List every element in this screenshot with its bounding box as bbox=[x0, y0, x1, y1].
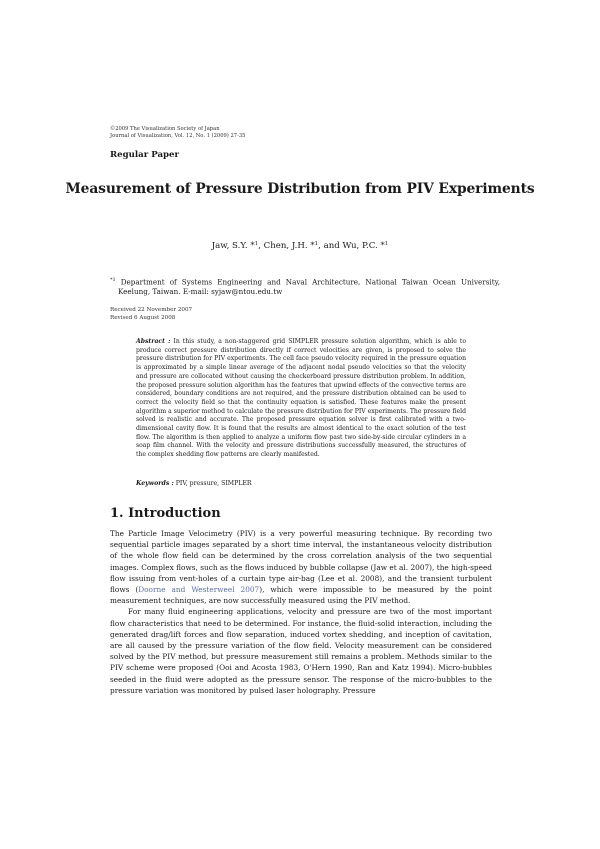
submission-dates bbox=[110, 307, 192, 322]
author-name: Jaw, S.Y. * bbox=[211, 241, 255, 251]
keywords-text: PIV, pressure, SIMPLER bbox=[173, 480, 252, 487]
copyright-line: ©2009 The Visualization Society of Japan bbox=[110, 126, 220, 132]
author-affiliation-mark: 1 bbox=[384, 241, 389, 247]
affiliation bbox=[110, 275, 500, 297]
author-list bbox=[60, 241, 540, 251]
author-affiliation-mark: 1 bbox=[254, 241, 259, 247]
body-text bbox=[110, 528, 492, 696]
abstract bbox=[136, 338, 466, 460]
paper-type-label: Regular Paper bbox=[110, 150, 180, 160]
author-separator: , and bbox=[318, 241, 343, 251]
abstract-text: In this study, a non-staggered grid SIMPLER pressure solution algorithm, which is able to produce correct pressure distribution directly if correct velocities are given, is proposed to solve the pressure distribution for PIV experiments. The cell face pseudo velocity required in the pressure equation is approximated by a simple linear average of the adjacent nodal pseudo velocities so that the velocity and pressure are collocated without causing the checkerboard pressure distribution problem. In addition, the proposed pressure solution algorithm has the features that upwind effects of the convective terms are considered, boundary conditions are not required, and the pressure distribution obtained can be used to correct the velocity field so that the continuity equation is satisfied. These features make the present algorithm a superior method to calculate the pressure distribution for PIV experiments. The pressure field solved is realistic and accurate. The proposed pressure equation solver is first calibrated with a two-dimensional cavity flow. It is found that the results are almost identical to the exact solution of the test flow. The algorithm is then applied to analyze a uniform flow past two side-by-side circular cylinders in a soap film channel. With the velocity and pressure distributions successfully measured, the structures of the complex shedding flow patterns are clearly manifested. bbox=[136, 338, 466, 459]
paper-title: Measurement of Pressure Distribution from PIV Experiments bbox=[65, 181, 535, 197]
keywords bbox=[136, 480, 252, 487]
received-date: Received 22 November 2007 bbox=[110, 307, 193, 313]
affiliation-text: Department of Systems Engineering and Naval Architecture, National Taiwan Ocean University, Keelung, Taiwan. E-mail: syjaw@ntou.edu.tw bbox=[115, 277, 500, 297]
journal-citation: Journal of Visualization, Vol. 12, No. 1 (2009) 27-35 bbox=[110, 132, 246, 139]
affiliation-mark: *1 bbox=[110, 277, 116, 283]
author-affiliation-mark: 1 bbox=[314, 241, 319, 247]
abstract-label: Abstract : bbox=[136, 338, 171, 345]
revised-date: Revised 6 August 2008 bbox=[110, 314, 176, 321]
author-separator: , bbox=[258, 241, 264, 251]
section-heading: 1. Introduction bbox=[110, 506, 221, 521]
paragraph-text: ), which were impossible to be measured by the point measurement techniques, are now successfully measured using the PIV method. bbox=[110, 585, 492, 606]
body-paragraph bbox=[110, 528, 492, 606]
paragraph-text: The Particle Image Velocimetry (PIV) is a very powerful measuring technique. By recording two sequential particle images separated by a short time interval, the instantaneous velocity distribution of the whole flow field can be determined by the cross correlation analysis of the two sequential images. Complex flows, such as the flows induced by bubble collapse (Jaw et al. 2007), the high-speed flow issuing from vent-holes of a curtain type air-bag (Lee et al. 2008), and the transient turbulent flows ( bbox=[110, 529, 492, 595]
author-name: Wu, P.C. * bbox=[342, 241, 385, 251]
body-paragraph: For many fluid engineering applications, velocity and pressure are two of the most important flow characteristics that need to be determined. For instance, the fluid-solid interaction, including the generated drag/lift forces and flow separation, induced vortex shedding, and inception of cavitation, are all caused by the pressure variation of the flow field. Velocity measurement can be considered solved by the PIV method, but pressure measurement still remains a problem. Methods similar to the PIV scheme were proposed (Ooi and Acosta 1983, O'Hern 1990, Ran and Katz 1994). Micro-bubbles seeded in the fluid were adopted as the pressure sensor. The response of the micro-bubbles to the pressure variation was monitored by pulsed laser holography. Pressure bbox=[110, 607, 492, 695]
citation-link[interactable]: Doorne and Westerweel 2007 bbox=[138, 585, 260, 595]
author-name: Chen, J.H. * bbox=[263, 241, 315, 251]
journal-masthead bbox=[110, 126, 245, 139]
keywords-label: Keywords : bbox=[136, 480, 174, 487]
